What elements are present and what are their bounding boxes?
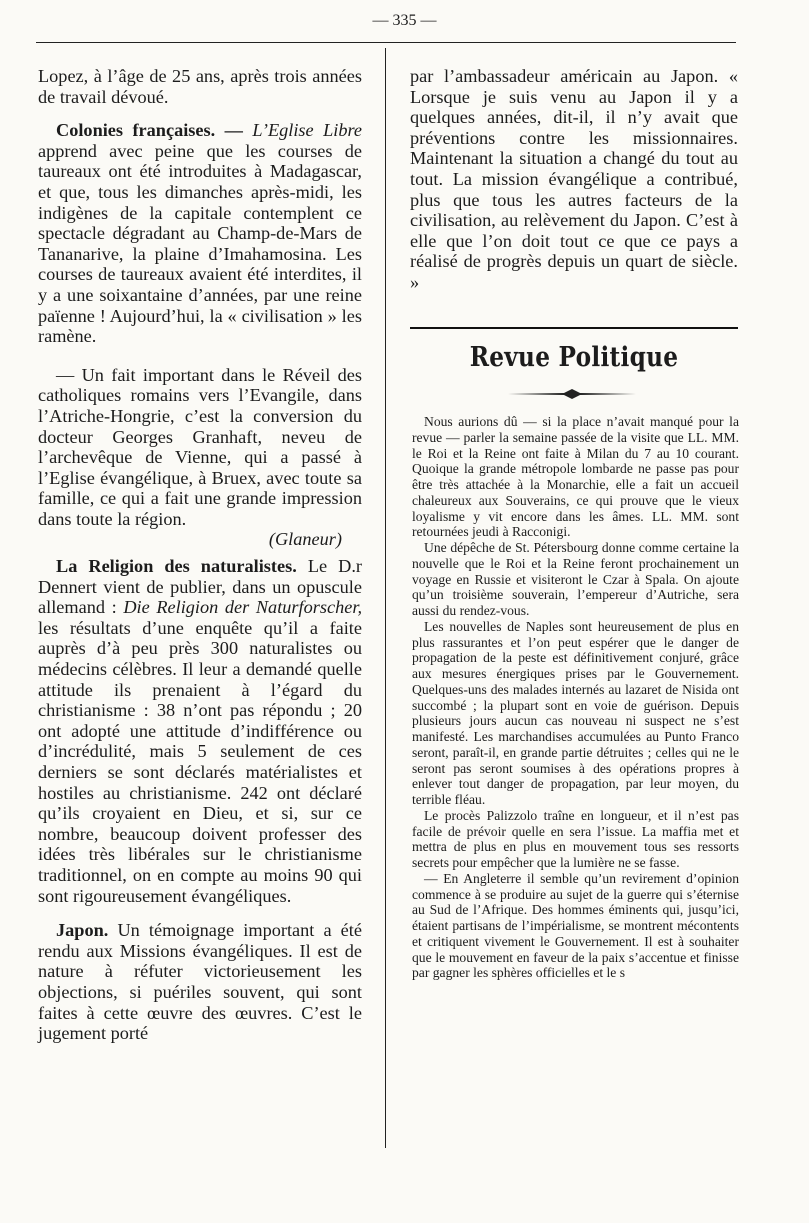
article-colonies (38, 120, 362, 347)
revue-paragraph-5: — En Angleterre il semble qu’un revirement d’opinion commence à se produire au sujet de la guerre qui s’éternise au Sud de l’Afrique. Des hommes éminents qui, jusqu’ici, étaient partisans de l’impérialisme, se montrent mécontents et critiquent vivement le Gouvernement. Il est à souhaiter que le mouvement en faveur de la paix s’accentue et finisse par gagner les sphères officielles et le s (412, 870, 739, 981)
article-heading-japon: Japon. (56, 920, 109, 941)
revue-paragraph-4: Le procès Palizzolo traîne en longueur, et il n’est pas facile de prévoir quelle en sera l’issue. La maffia met et mettra de plus en plus en mouvement tous ses ressorts secrets pour empêcher que la lumière ne se fasse. (412, 807, 739, 870)
revue-paragraph-1: Nous aurions dû — si la place n’avait manqué pour la revue — parler la semaine passée de la visite que LL. MM. le Roi et la Reine ont faite à Milan du 7 au 10 courant. Quoique la grande métropole lombarde ne passe pas pour être très attachée à la Monarchie, elle a fait un accueil chaleureux aux Souverains, ce qui prouve que le vieux loyalisme y vit encore dans les âmes. LL. MM. sont retournées jeudi à Racconigi. (412, 414, 739, 540)
article-reveil (38, 365, 362, 530)
section-title: Revue Politique (469, 342, 679, 373)
continued-paragraph: Lopez, à l’âge de 25 ans, après trois années de travail dévoué. (38, 66, 362, 107)
right-column (410, 66, 738, 293)
article-heading-colonies: Colonies françaises. — (56, 120, 243, 141)
article-japon (38, 920, 362, 1044)
revue-politique-body (412, 414, 739, 981)
article-text-reveil: — Un fait important dans le Réveil des catholiques romains vers l’Evangile, dans l’Atriche-Hongrie, c’est la conversion du docteur Georges Granhaft, neveu de l’archevêque de Vienne, qui a passé à l’Eglise évangélique, à Bruex, avec toute sa famille, ce qui a fait une grande impression dans toute la région. (38, 364, 362, 529)
page-number: — 335 — (372, 12, 437, 29)
column-divider (385, 48, 386, 1148)
article-heading-religion: La Religion des naturalistes. (56, 556, 297, 577)
ornament-divider (502, 388, 642, 400)
left-column (38, 66, 362, 1044)
article-religion (38, 556, 362, 906)
book-title: Die Religion der Naturforscher, (123, 597, 363, 618)
article-text-religion-a: Le D.r Dennert vient de publier, dans un opuscule allemand : (38, 556, 362, 618)
article-text-japon: Un témoignage important a été rendu aux Missions évangéliques. Il est de nature à réfuter victorieusement les objections, si puériles souvent, qui sont faites à cette œuvre des œuvres. C’est le jugement porté (38, 920, 362, 1044)
article-japon-continued: par l’ambassadeur américain au Japon. « Lorsque je suis venu au Japon il y a quelques années, dit-il, il n’y avait que préventions contre les missionnaires. Maintenant la situation a changé du tout au tout. La mission évangélique a contribué, plus que tous les autres facteurs de la civilisation, au relèvement du Japon. C’est à elle que l’on doit tout ce que ce pays a réalisé de progrès depuis un quart de siècle. » (410, 66, 738, 292)
article-text-religion-b: les résultats d’une enquête qu’il a faite auprès d’à peu près 300 naturalistes ou médecins célèbres. Il leur a demandé quelle attitude ils prenaient à l’égard du christianisme : 38 n’ont pas répondu ; 20 ont adopté une attitude d’indifférence ou d’incrédulité, mais 5 seulement de ces derniers se sont déclarés matérialistes et hostiles au christianisme. 242 ont déclaré qu’ils croyaient en Dieu, et si, sur ce nombre, beaucoup doivent professer des idées très libérales sur le christianisme traditionnel, on en compte au moins 90 qui sont rigoureusement évangéliques. (38, 617, 362, 906)
article-text-colonies: apprend avec peine que les courses de taureaux ont été introduites à Madagascar, et que, tous les dimanches après-midi, les indigènes de la capitale contemplent ce spectacle dégradant au Champ-de-Mars de Tananarive, la plaine d’Imahamosina. Les courses de taureaux avaient été interdites, il y a une soixantaine d’années, par une reine païenne ! Aujourd’hui, la « civilisation » les ramène. (38, 140, 362, 347)
revue-paragraph-3: Les nouvelles de Naples sont heureusement de plus en plus rassurantes et l’on peut espérer que le danger de propagation de la peste est définitivement conjuré, grâce aux mesures énergiques prises par le Gouvernement. Quelques-uns des malades internés au lazaret de Nisida ont succombé ; la plupart sont en voie de guérison. Depuis plusieurs jours aucun cas nouveau ni suspect ne s’est manifesté. Les marchandises accumulées au Punto Franco seront, paraît-il, en grande partie détruites ; celles qui ne le seront pas seront soumises à des opérations propres à enlever tout danger de propagation, par leur moyen, du terrible fléau. (412, 618, 739, 807)
source-glaneur: (Glaneur) (268, 529, 342, 550)
header-rule (36, 42, 736, 43)
source-eglise-libre: L’Eglise Libre (252, 120, 363, 141)
revue-paragraph-2: Une dépêche de St. Pétersbourg donne comme certaine la nouvelle que le Roi et la Reine feront prochainement un voyage en Russie et visiteront le Czar à Spala. On ajoute qu’un troisième souverain, l’empereur d’Autriche, sera aussi du rendez-vous. (412, 540, 739, 618)
section-rule (410, 327, 738, 329)
